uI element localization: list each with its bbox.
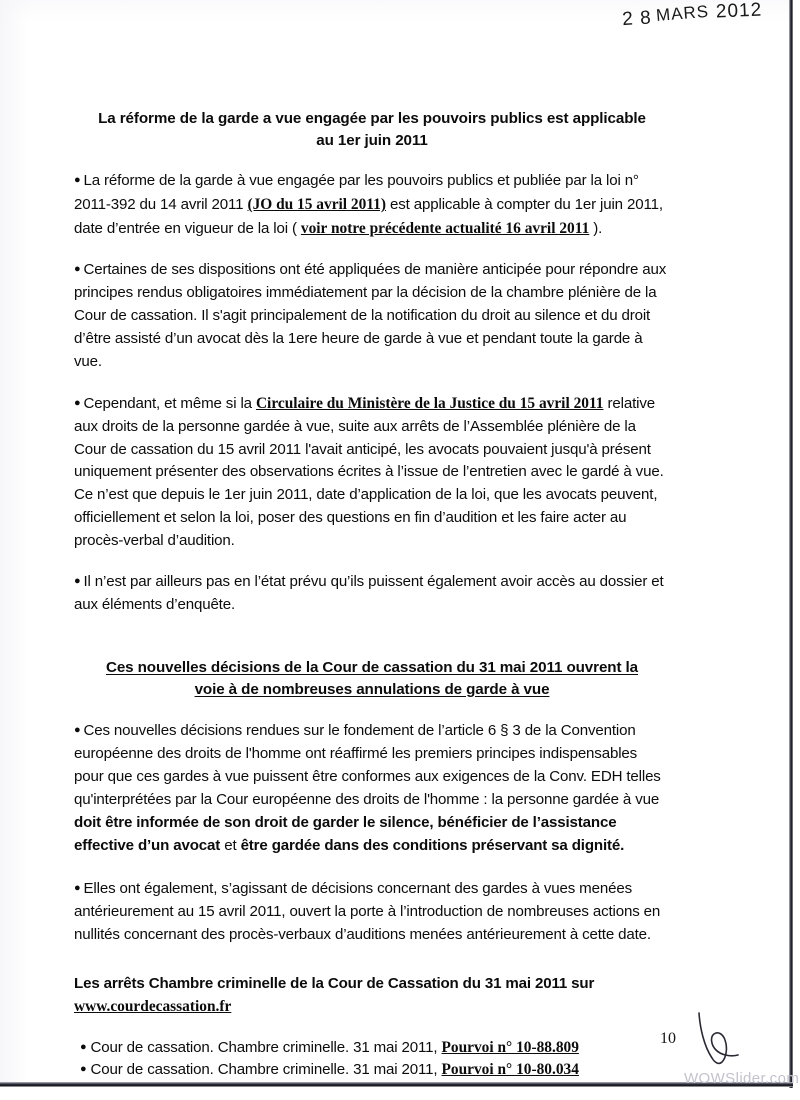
- bullet-icon: ●: [80, 1040, 87, 1053]
- paragraph-5-text-a: Ces nouvelles décisions rendues sur le fondement de l’article 6 § 3 de la Convention européenne des droits de l'homme ont réaffirmé les premiers principes indispensables pour que ces gardes à vue puissent être conformes aux exigences de la Conv. EDH telles qu'interprétées par la Cour européenne des droits de l'homme : la personne gardée à vue: [74, 722, 661, 809]
- watermark: WOWSlider.com: [684, 1070, 800, 1087]
- bullet-icon: ●: [74, 174, 81, 187]
- paragraph-1-text-b: est applicable à compter du 1er juin 2011, date d’entrée en vigueur de la loi (: [74, 196, 663, 238]
- paragraph-3: [74, 392, 670, 554]
- date-stamp: [621, 0, 762, 31]
- pourvoi-link-10-88-809[interactable]: Pourvoi n° 10-88.809: [441, 1038, 579, 1056]
- list-item: [74, 1037, 670, 1059]
- paragraph-2: [74, 259, 670, 374]
- paragraph-3-text-b: relative aux droits de la personne gardée à vue, suite aux arrêts de l’Assemblée plénière de la Cour de cassation du 15 avril 2011 l'avait anticipé, les avocats pouvaient jusqu'à présent uniquement présenter des observations écrites à l’issue de l’entretien avec le gardé à vue. Ce n’est que depuis le 1er juin 2011, date d’application de la loi, que les avocats peuvent, officiellement et selon la loi, poser des questions en fin d’audition et les faire acter au procès-verbal d’audition.: [74, 394, 664, 550]
- paragraph-4-text: Il n’est par ailleurs pas en l’état prévu qu’ils puissent également avoir accès au dossier et aux éléments d’enquête.: [74, 573, 664, 614]
- page-title-line-1: La réforme de la garde a vue engagée par les pouvoirs publics est applicable: [98, 110, 646, 127]
- page-title: [74, 108, 670, 151]
- sources-lead: [74, 973, 670, 1019]
- paragraph-5: [74, 720, 670, 858]
- bullet-icon: ●: [74, 396, 81, 409]
- page-number: 10: [660, 1030, 676, 1047]
- paragraph-1-text-c: ).: [589, 220, 603, 238]
- date-stamp-day: 2 8: [621, 7, 653, 31]
- reference-jo-15-avril-2011[interactable]: (JO du 15 avril 2011): [247, 196, 386, 214]
- page-title-line-2: au 1er juin 2011: [316, 131, 428, 149]
- source-list: [74, 1037, 670, 1082]
- paragraph-6-text: Elles ont également, s’agissant de décisions concernant des gardes à vues menées antérieurement au 15 avril 2011, ouvert la porte à l’introduction de nombreuses actions en nullités concernant des procès-verbaux d’auditions menées antérieurement à cette date.: [74, 879, 661, 943]
- date-stamp-month: MARS: [655, 1, 711, 25]
- paragraph-1-text-a: La réforme de la garde à vue engagée par les pouvoirs publics et publiée par la loi n° 2011-392 du 14 avril 2011: [74, 172, 639, 214]
- section-heading-line-2: voie à de nombreuses annulations de garde à vue: [194, 680, 550, 698]
- paragraph-3-text-a: Cependant, et même si la: [83, 394, 256, 412]
- bullet-icon: ●: [74, 724, 81, 737]
- handwritten-signature: [690, 1008, 760, 1078]
- paragraph-1: [74, 170, 670, 241]
- bullet-icon: ●: [74, 575, 81, 588]
- bullet-icon: ●: [74, 262, 81, 275]
- paragraph-2-text: Certaines de ses dispositions ont été appliquées de manière anticipée pour répondre aux principes rendus obligatoires immédiatement par la décision de la chambre plénière de la Cour de cassation. Il s'agit principalement de la notification du droit au silence et du droit d’être assisté d’un avocat dès la 1ere heure de garde à vue et pendant toute la garde à vue.: [74, 260, 667, 370]
- section-heading: [74, 657, 670, 700]
- document-body: [74, 108, 670, 1082]
- section-heading-line-1: Ces nouvelles décisions de la Cour de cassation du 31 mai 2011 ouvrent la: [105, 659, 639, 677]
- paragraph-5-text-b: et: [220, 836, 241, 854]
- courdecassation-url-link[interactable]: www.courdecassation.fr: [74, 998, 232, 1016]
- sources-lead-text: Les arrêts Chambre criminelle de la Cour de Cassation du 31 mai 2011 sur: [74, 974, 595, 992]
- list-item: [74, 1059, 670, 1081]
- reference-circulaire-ministere-justice[interactable]: Circulaire du Ministère de la Justice du 15 avril 2011: [255, 394, 604, 412]
- paragraph-6: [74, 878, 670, 947]
- pourvoi-link-10-80-034[interactable]: Pourvoi n° 10-80.034: [441, 1061, 579, 1079]
- paragraph-5-emphasis-b: être gardée dans des conditions préservant sa dignité.: [240, 836, 625, 854]
- paragraph-4: [74, 571, 670, 617]
- date-stamp-year: 2012: [715, 0, 763, 23]
- bullet-icon: ●: [80, 1063, 87, 1076]
- reference-actualite-16-avril-2011[interactable]: voir notre précédente actualité 16 avril 2011: [300, 220, 590, 238]
- source-item-0-text: Cour de cassation. Chambre criminelle. 31 mai 2011,: [90, 1038, 442, 1056]
- paragraph-5-emphasis-a: doit être informée de son droit de garder le silence, bénéficier de l’assistance effective d’un avocat: [74, 814, 617, 854]
- bullet-icon: ●: [74, 881, 81, 894]
- source-item-1-text: Cour de cassation. Chambre criminelle. 31 mai 2011,: [90, 1061, 442, 1079]
